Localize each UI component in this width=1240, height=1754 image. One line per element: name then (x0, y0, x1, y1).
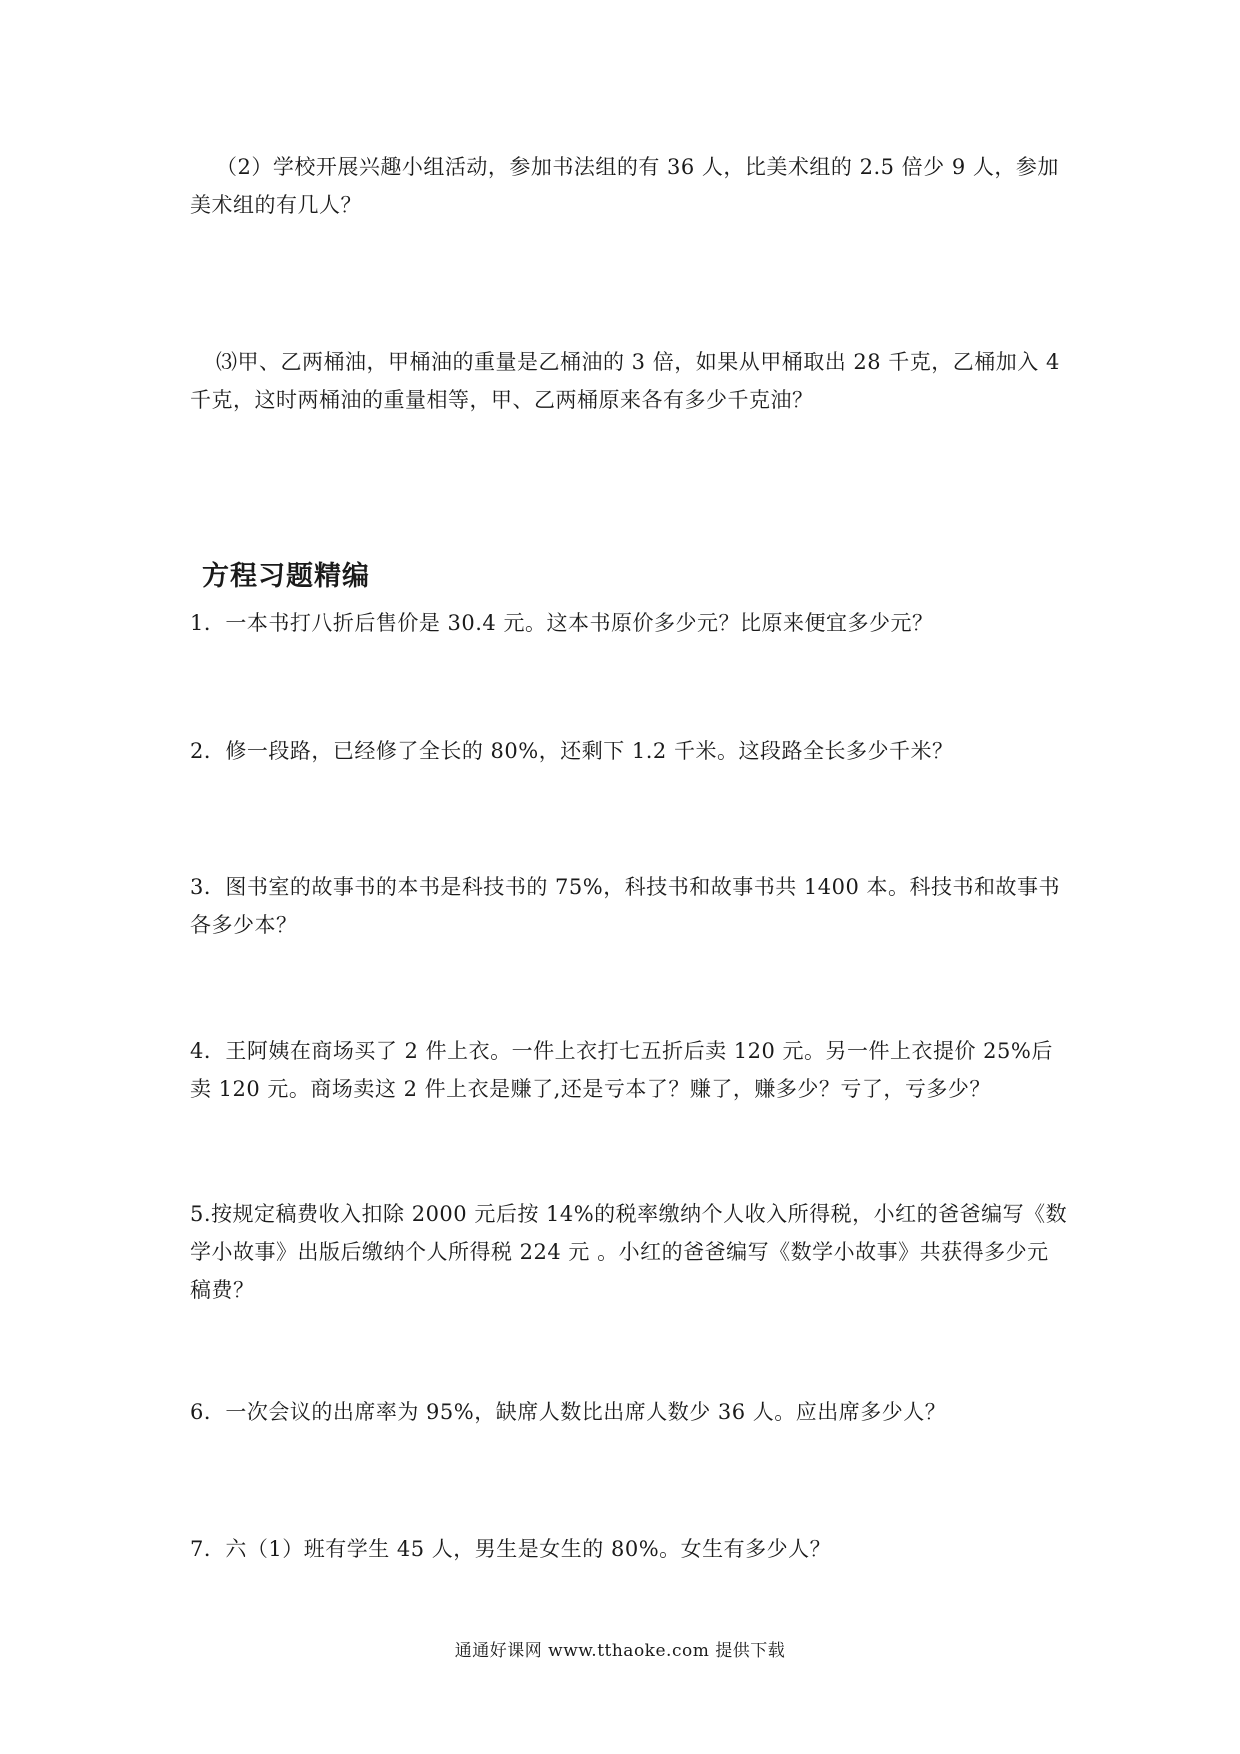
question-2: 2．修一段路，已经修了全长的 80%，还剩下 1.2 千米。这段路全长多少千米？ (190, 739, 954, 763)
word-problem-2: （2）学校开展兴趣小组活动，参加书法组的有 36 人，比美术组的 2.5 倍少 9 人，参加美术组的有几人？ (190, 155, 1059, 217)
question-1: 1．一本书打八折后售价是 30.4 元。这本书原价多少元？比原来便宜多少元？ (190, 611, 934, 635)
question-3: 3．图书室的故事书的本书是科技书的 75%，科技书和故事书共 1400 本。科技书和故事书各多少本？ (190, 875, 1061, 937)
question-7: 7．六（1）班有学生 45 人，男生是女生的 80%。女生有多少人？ (190, 1537, 832, 1561)
page-footer: 通通好课网 www.tthaoke.com 提供下载 (454, 1641, 786, 1661)
question-5: 5.按规定稿费收入扣除 2000 元后按 14%的税率缴纳个人收入所得税，小红的爸爸编写《数学小故事》出版后缴纳个人所得税 224 元 。小红的爸爸编写《数学小故事》共获得多少元稿费？ (190, 1202, 1068, 1302)
word-problem-3: ⑶甲、乙两桶油，甲桶油的重量是乙桶油的 3 倍，如果从甲桶取出 28 千克，乙桶加入 4 千克，这时两桶油的重量相等，甲、乙两桶原来各有多少千克油？ (190, 350, 1060, 412)
section-title: 方程习题精编 (202, 561, 370, 592)
question-4: 4．王阿姨在商场买了 2 件上衣。一件上衣打七五折后卖 120 元。另一件上衣提价 25%后卖 120 元。商场卖这 2 件上衣是赚了,还是亏本了？赚了，赚多少？亏了，亏多少？ (190, 1039, 1053, 1101)
question-6: 6．一次会议的出席率为 95%，缺席人数比出席人数少 36 人。应出席多少人？ (190, 1400, 947, 1424)
